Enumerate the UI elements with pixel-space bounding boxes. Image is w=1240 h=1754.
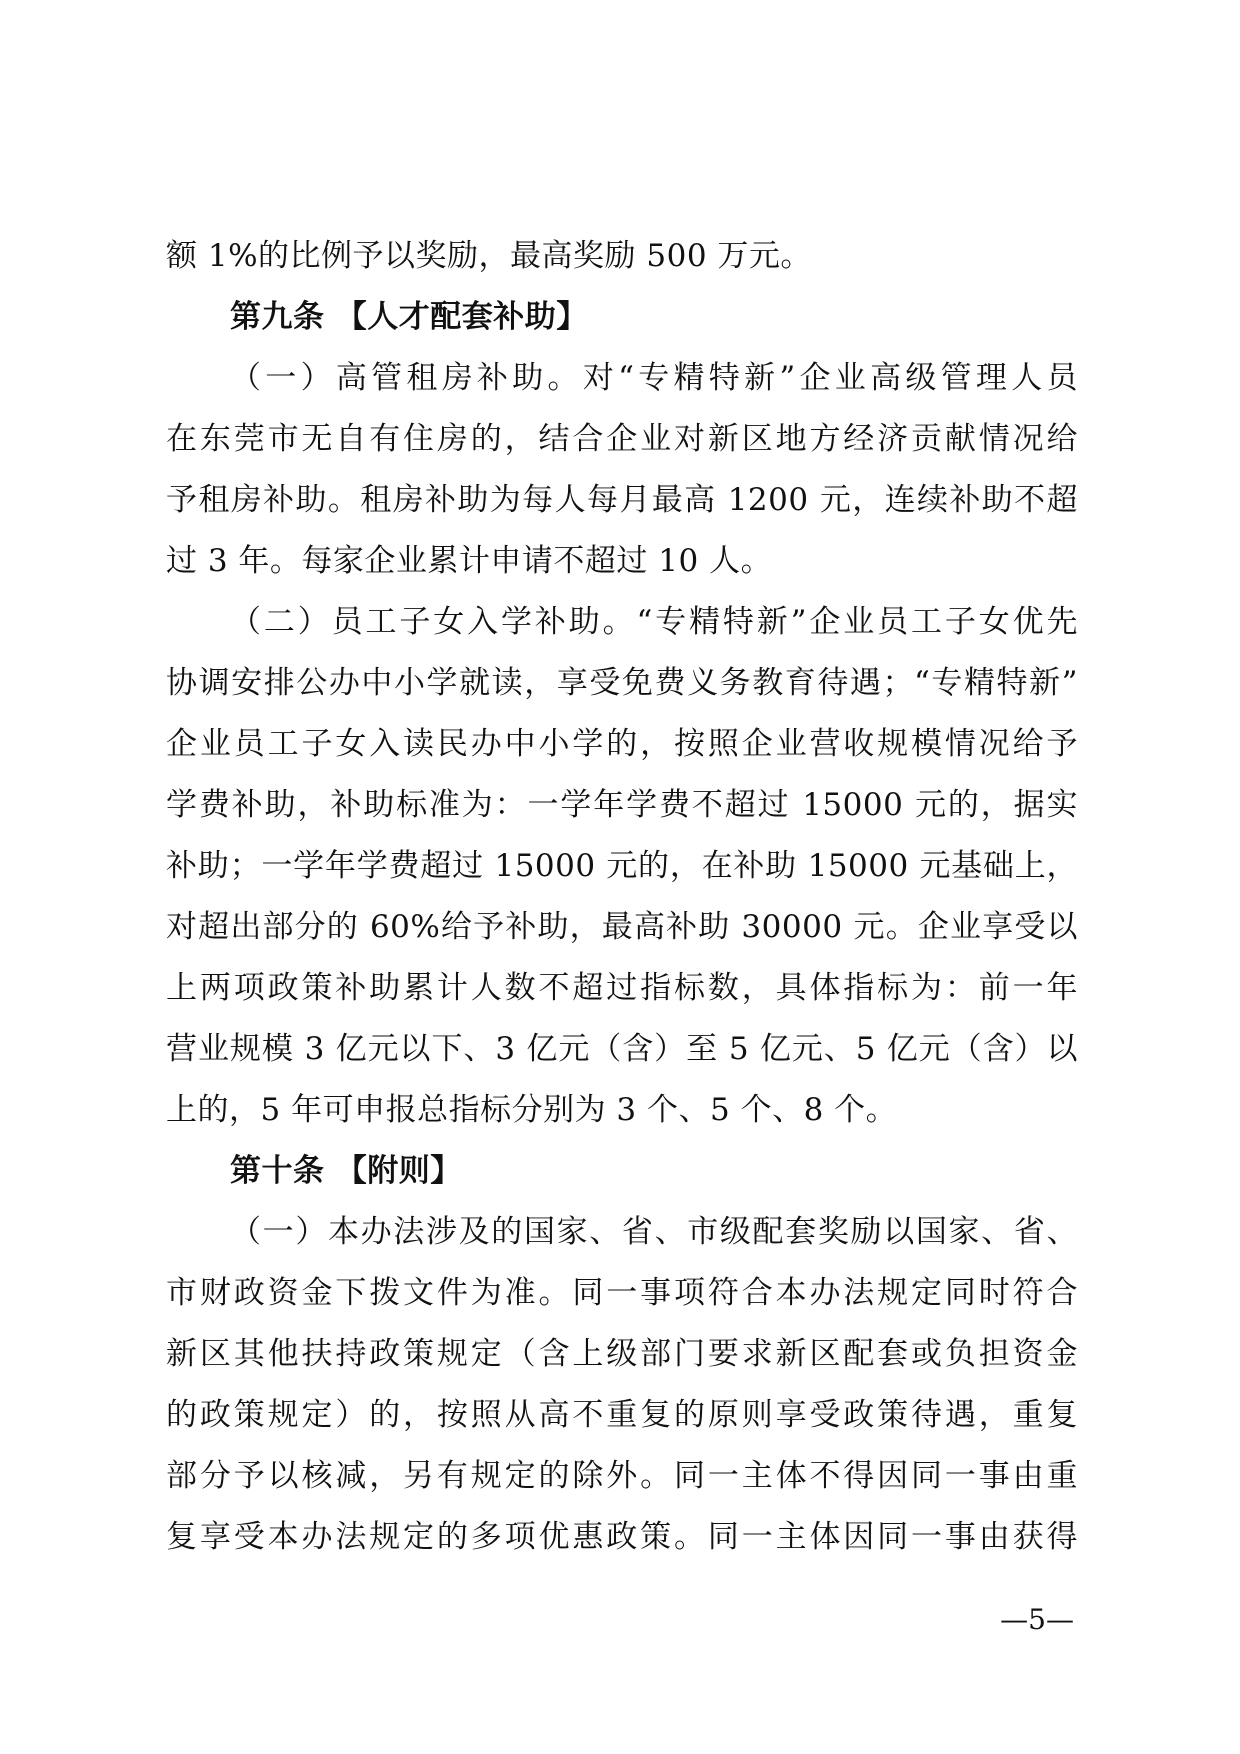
- paragraph-line: 过 3 年。每家企业累计申请不超过 10 人。: [166, 543, 773, 579]
- paragraph-line: 营业规模 3 亿元以下、3 亿元（含）至 5 亿元、5 亿元（含）以: [166, 1031, 1078, 1067]
- article-heading: 第九条 【人才配套补助】: [230, 299, 588, 335]
- paragraph-line: 复享受本办法规定的多项优惠政策。同一主体因同一事由获得: [166, 1519, 1078, 1555]
- paragraph-line: 部分予以核减，另有规定的除外。同一主体不得因同一事由重: [166, 1458, 1078, 1494]
- paragraph-line: 上的，5 年可申报总指标分别为 3 个、5 个、8 个。: [166, 1092, 898, 1128]
- paragraph-line: 额 1%的比例予以奖励，最高奖励 500 万元。: [166, 238, 812, 274]
- paragraph-line: 予租房补助。租房补助为每人每月最高 1200 元，连续补助不超: [166, 482, 1078, 518]
- paragraph-line: 对超出部分的 60%给予补助，最高补助 30000 元。企业享受以: [166, 909, 1078, 945]
- paragraph-line: （一）本办法涉及的国家、省、市级配套奖励以国家、省、: [230, 1214, 1078, 1250]
- paragraph-line: 市财政资金下拨文件为准。同一事项符合本办法规定同时符合: [166, 1275, 1078, 1311]
- paragraph-line: 在东莞市无自有住房的，结合企业对新区地方经济贡献情况给: [166, 421, 1078, 457]
- paragraph-line: 协调安排公办中小学就读，享受免费义务教育待遇；“专精特新”: [166, 665, 1078, 701]
- paragraph-line: （二）员工子女入学补助。“专精特新”企业员工子女优先: [230, 604, 1078, 640]
- paragraph-line: 学费补助，补助标准为：一学年学费不超过 15000 元的，据实: [166, 787, 1078, 823]
- document-body: [166, 226, 1078, 1568]
- paragraph-line: 上两项政策补助累计人数不超过指标数，具体指标为：前一年: [166, 970, 1078, 1006]
- paragraph-line: （一）高管租房补助。对“专精特新”企业高级管理人员: [230, 360, 1078, 396]
- paragraph-line: 新区其他扶持政策规定（含上级部门要求新区配套或负担资金: [166, 1336, 1078, 1372]
- page-number: —5—: [1000, 1603, 1074, 1636]
- paragraph-line: 的政策规定）的，按照从高不重复的原则享受政策待遇，重复: [166, 1397, 1078, 1433]
- article-heading: 第十条 【附则】: [230, 1153, 462, 1189]
- paragraph-line: 补助；一学年学费超过 15000 元的，在补助 15000 元基础上，: [166, 848, 1078, 884]
- paragraph-line: 企业员工子女入读民办中小学的，按照企业营收规模情况给予: [166, 726, 1078, 762]
